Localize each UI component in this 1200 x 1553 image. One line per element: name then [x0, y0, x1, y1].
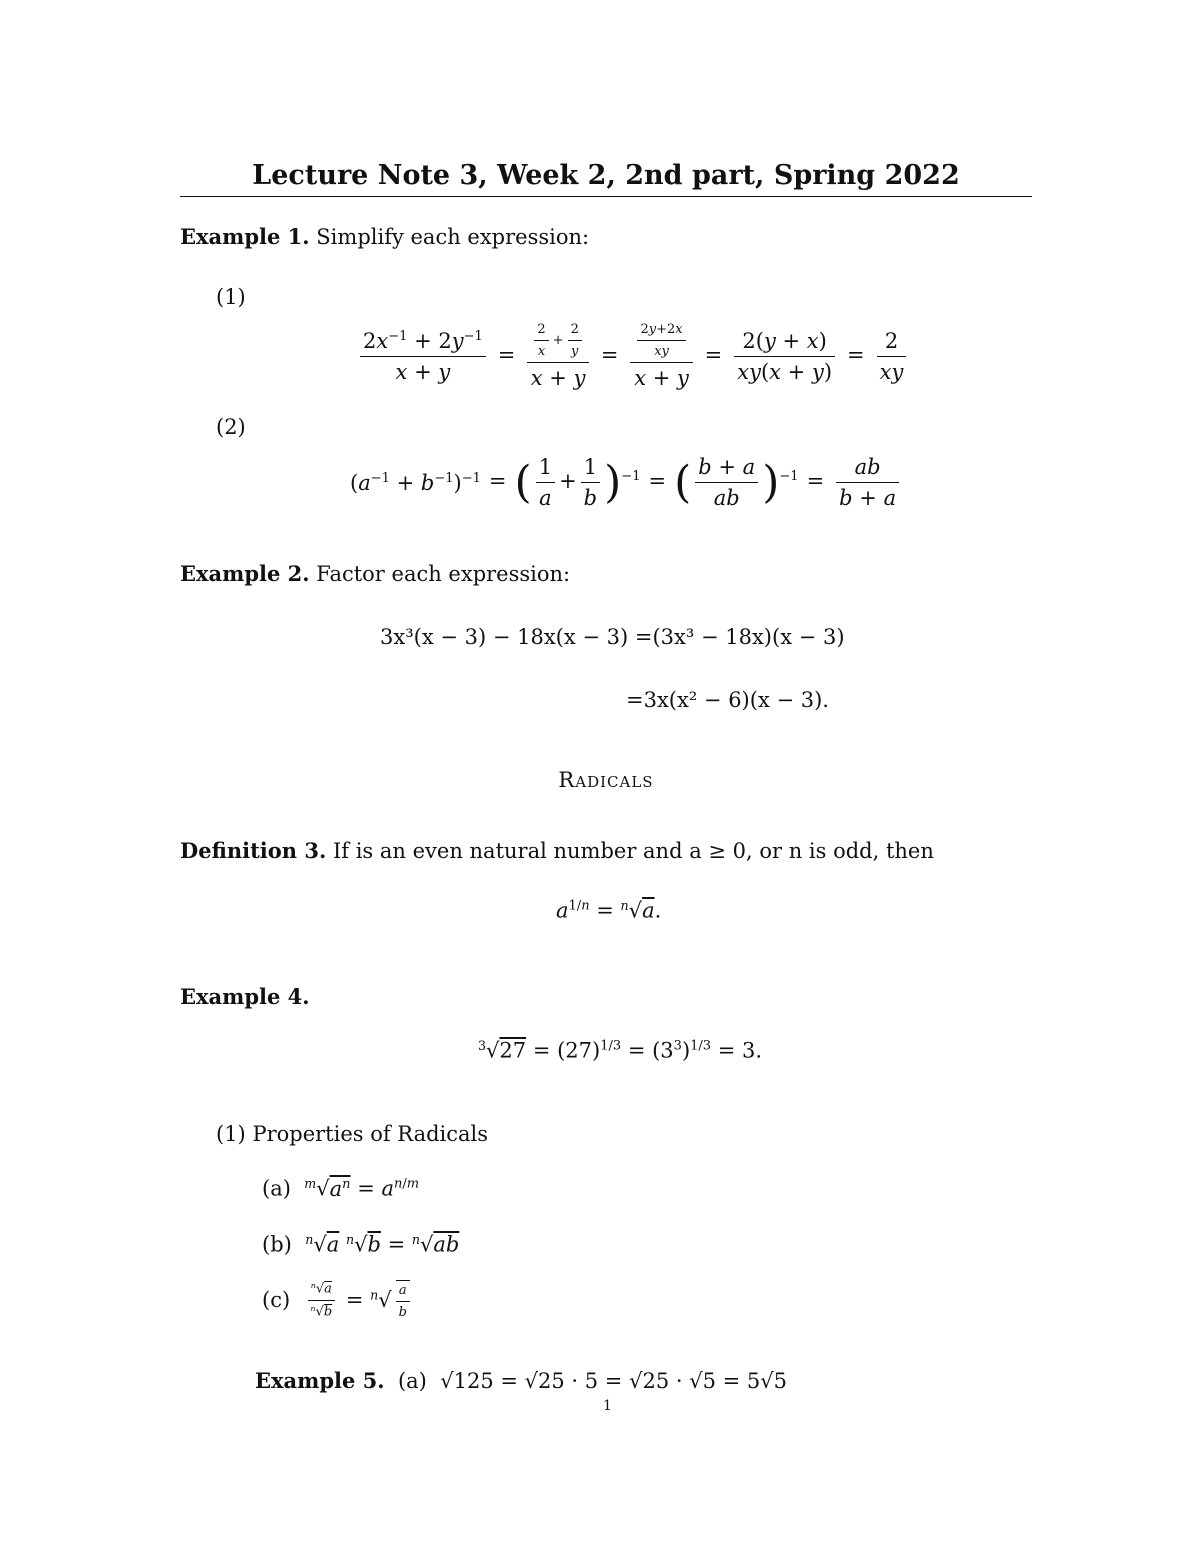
property-b-label: (b) [262, 1232, 292, 1257]
example-5-part: (a) [397, 1369, 427, 1393]
example-2-heading: Example 2. [180, 561, 310, 586]
property-c: (c) $\frac{^n√a}{^n√b}$ = $^n$√ $\frac{a}{b}$ [262, 1280, 414, 1320]
equation-2: $(a^{-1} + b^{-1})^{-1}$ = ( $\frac{1}{a}$ + $\frac{1}{b}$ )$^{-1}$ = ( $\frac{b + a}{ab}$ )$^{-1}$ = $\frac{ab}{b + a}$ [350, 455, 903, 510]
example-1 [180, 224, 589, 249]
example-5 [255, 1368, 787, 1393]
example-5-equation: √125 = √25 · 5 = √25 · √5 = 5√5 [440, 1369, 788, 1393]
example-1-heading: Example 1. [180, 224, 310, 249]
section-heading-radicals: Radicals [558, 768, 654, 792]
example-4-equation: $^3√27 = (27)^{1/3} = (3^3)^{1/3} = 3$. [478, 1038, 763, 1063]
definition-3-text: If is an even natural number and a ≥ 0, or n is odd, then [332, 839, 934, 863]
page-number: 1 [603, 1398, 612, 1414]
factor-line-2: =3x(x² − 6)(x − 3). [626, 688, 829, 712]
factor-line-1: 3x³(x − 3) − 18x(x − 3) =(3x³ − 18x)(x − 3) [380, 625, 845, 649]
item-2-label: (2) [216, 415, 246, 439]
example-4-heading: Example 4. [180, 984, 310, 1009]
page-title: Lecture Note 3, Week 2, 2nd part, Spring 2022 [252, 160, 960, 191]
example-1-text: Simplify each expression: [316, 225, 590, 249]
example-2 [180, 561, 570, 586]
item-1-label: (1) [216, 285, 246, 309]
example-5-heading: Example 5. [255, 1368, 385, 1393]
definition-3-heading: Definition 3. [180, 838, 327, 863]
definition-equation: $a^{1/n} = ^n√a$. [556, 898, 662, 923]
property-b: (b) $^n$√a $^n$√b = $^n$√ab [262, 1232, 460, 1257]
property-a-label: (a) [262, 1176, 291, 1201]
properties-label: (1) [216, 1122, 246, 1146]
properties-heading [216, 1122, 488, 1146]
title-rule [180, 196, 1032, 197]
equation-1: $\frac{2x^{-1} + 2y^{-1}}{x + y}$ = $\frac{2}{x}$ + $\frac{2}{y}$ x + y = $\frac{2y+2x}{xy}$ x + y = $\frac{2(y + x)}{xy(x + y)}$ = $\frac{2}{xy}$ [356, 322, 910, 390]
property-c-label: (c) [262, 1288, 291, 1312]
properties-title: Properties of Radicals [252, 1122, 489, 1146]
example-2-text: Factor each expression: [316, 562, 571, 586]
property-a: (a) $^m√a^n = a^{n/m}$ [262, 1176, 420, 1201]
definition-3 [180, 838, 934, 863]
